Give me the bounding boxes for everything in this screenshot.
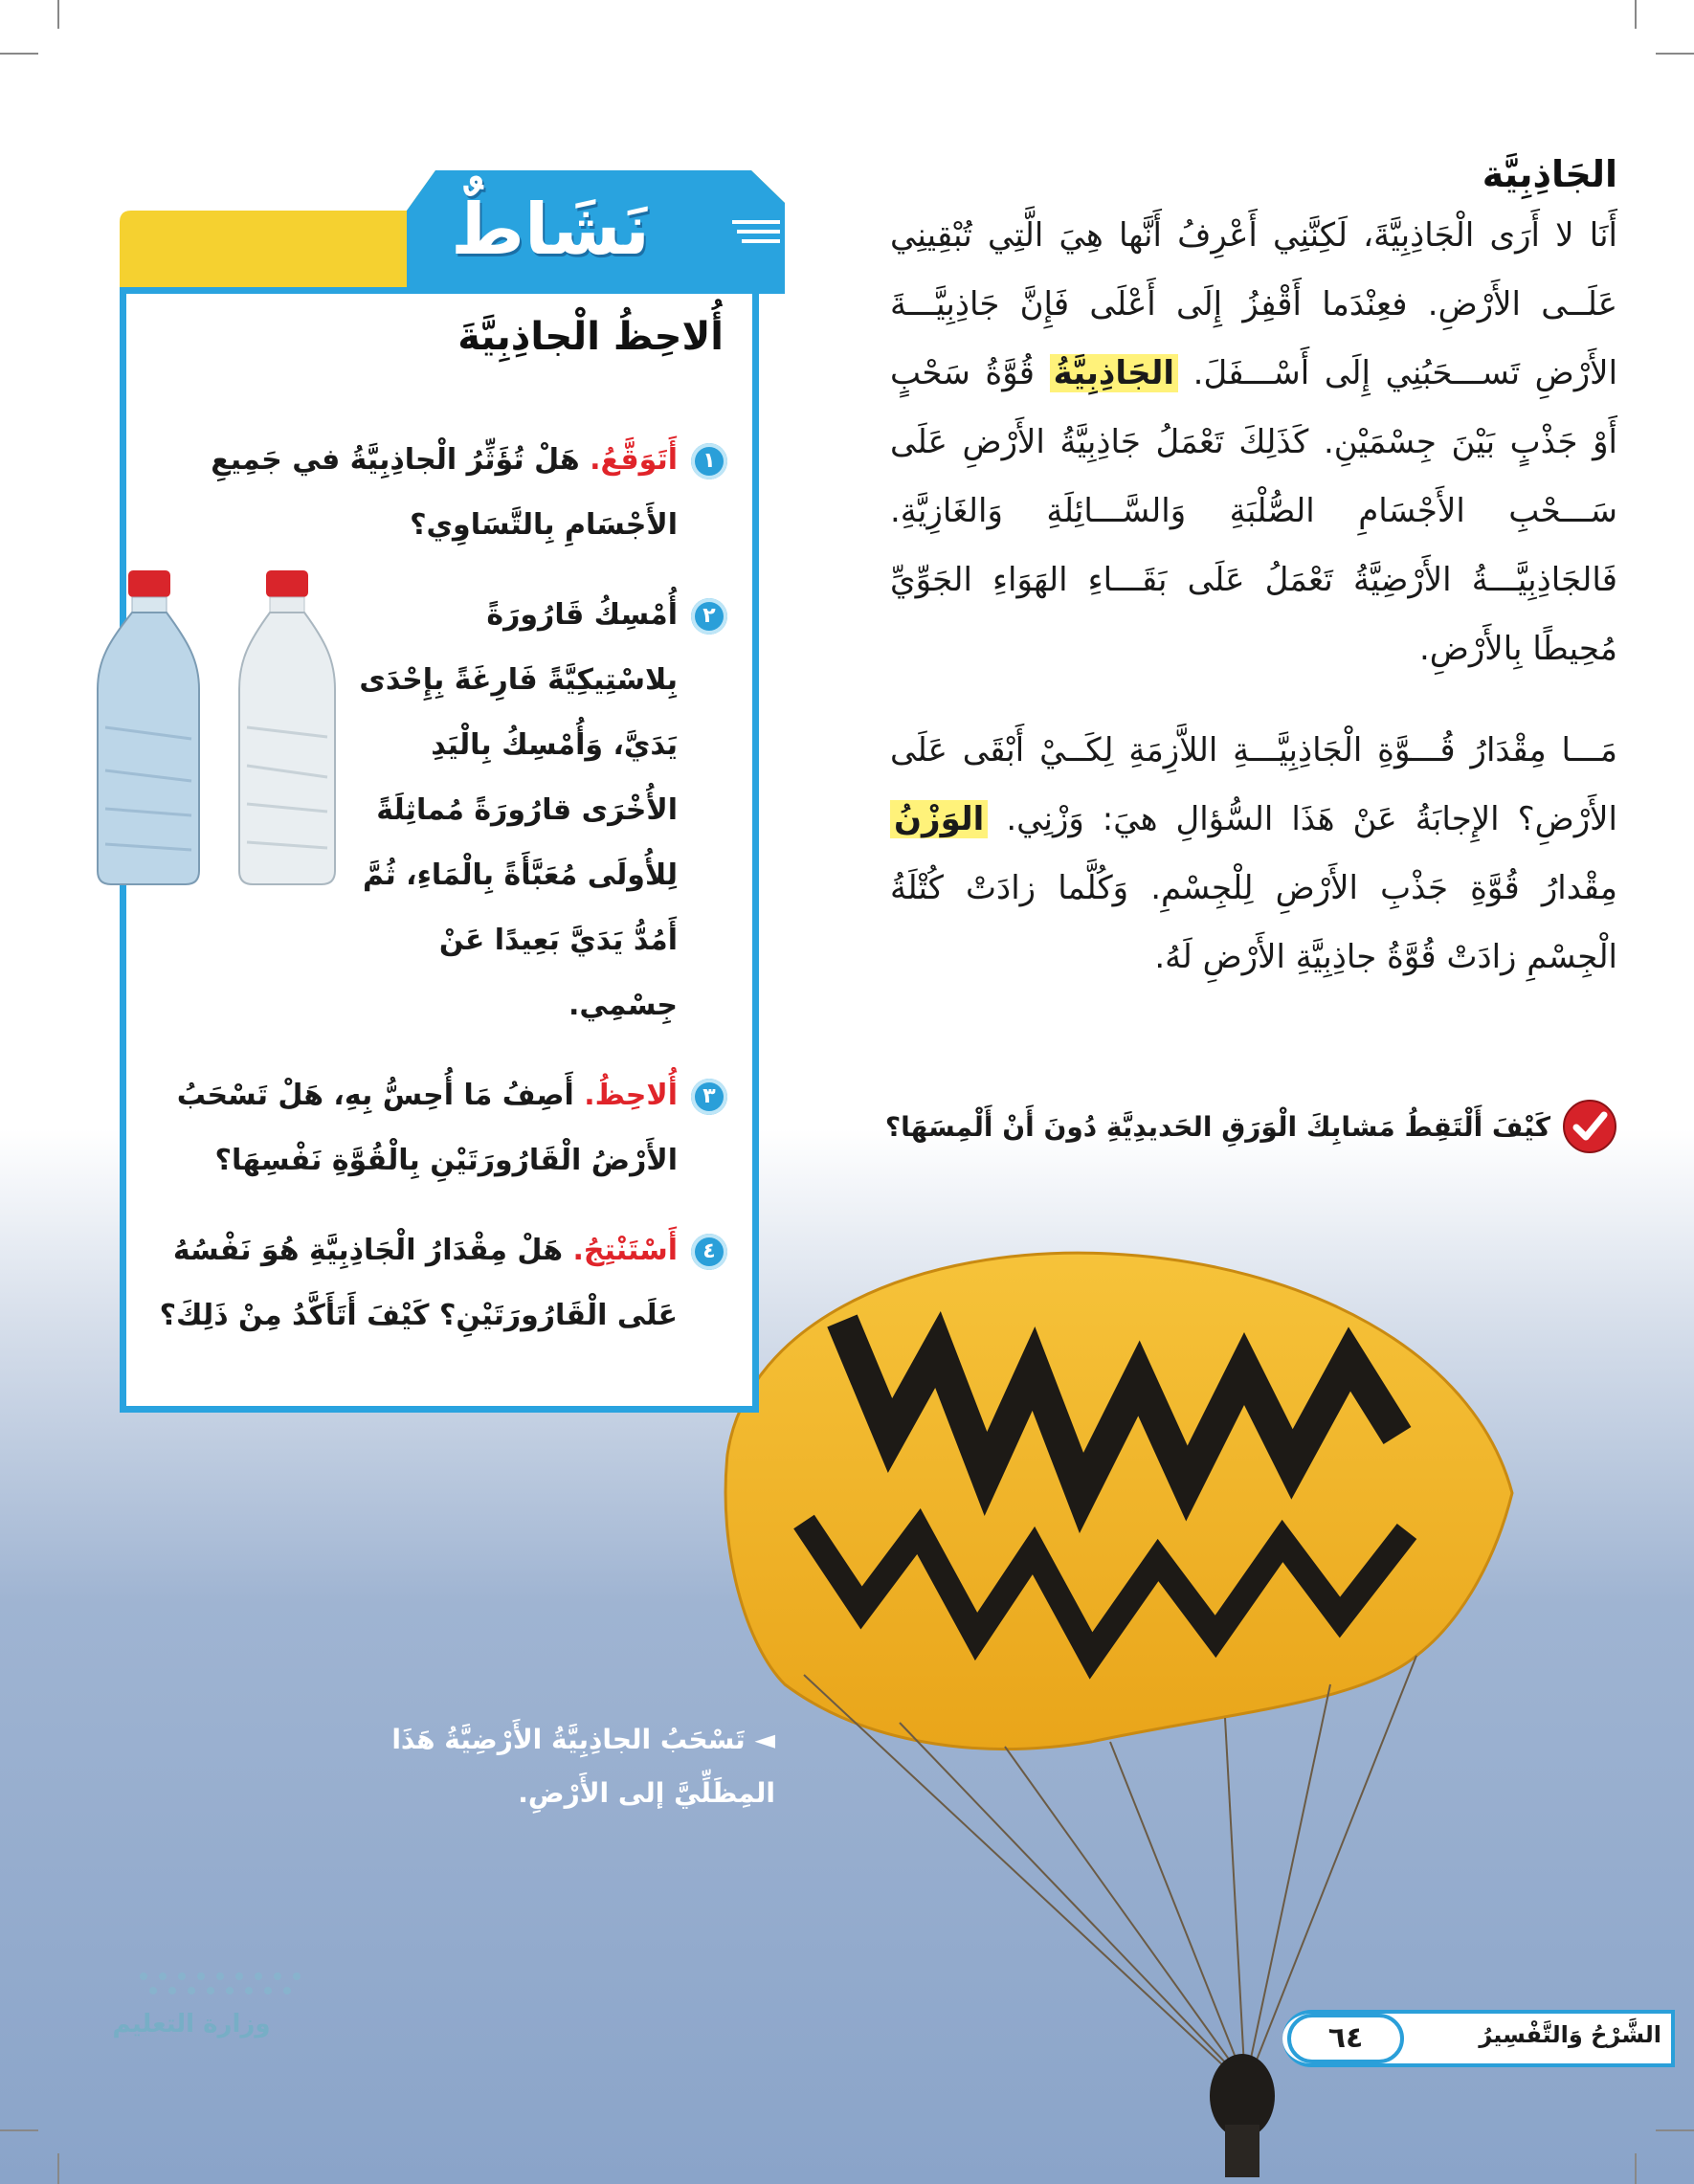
page-number: ٦٤: [1287, 2014, 1404, 2063]
activity-box: [120, 287, 759, 1413]
water-bottle-image: [86, 565, 211, 890]
crop-mark: [57, 2153, 59, 2184]
activity-step-1: [145, 428, 727, 558]
article-title: الجَاذِبِيَّة: [1482, 153, 1617, 195]
step-verb: أَسْتَنْتِجُ.: [572, 1234, 678, 1267]
crop-mark: [1656, 53, 1694, 55]
checkmark-icon: [1562, 1099, 1617, 1154]
caption-marker: ◄: [754, 1724, 775, 1755]
step-number: ٢: [691, 598, 727, 635]
article-paragraph-1: أَنَا لا أَرَى الْجَاذِبِيَّةَ، لَكِنَّنِي أَعْرِفُ أَنَّها هِيَ الَّتِي تُبْقِينِي عَلَــى الأَرْضِ. فعِنْدَما أَقْفِزُ إِلَى أَعْلَى فَإِنَّ جَاذِبِيَّـــةَ الأَرْضِ تَســـحَبُنِي إِلَى أَسْـــفَلَ. الجَاذِبِيَّةُ قُوَّةُ سَحْبٍ أَوْ جَذْبٍ بَيْنَ جِسْمَيْنِ. كَذَلِكَ تَعْمَلُ جَاذِبِيَّةُ الأَرْضِ عَلَى سَـــحْبِ الأَجْسَامِ الصُّلْبَةِ وَالسَّـــائِلَةِ وَالغَازِيَّةِ. فَالجَاذِبِيَّـــةُ الأَرْضِيَّةُ تَعْمَلُ عَلَى بَقَـــاءِ الهَوَاءِ الجَوِّيِّ مُحِيطًا بِالأَرْضِ.: [890, 216, 1618, 668]
empty-bottle-image: [230, 565, 345, 890]
activity-step-3: [145, 1063, 727, 1193]
step-number: ١: [691, 443, 727, 479]
crop-mark: [0, 53, 38, 55]
activity-step-2: [352, 583, 727, 1038]
step-number: ٤: [691, 1234, 727, 1270]
crop-mark: [0, 2129, 38, 2131]
step-verb: أُلاحِظُ.: [584, 1079, 678, 1112]
crop-mark: [1656, 2129, 1694, 2131]
gravity-article: [890, 153, 1617, 992]
parachute-caption: ◄ تَسْحَبُ الجاذِبِيَّةُ الأَرْضِيَّةُ هَذَا المِظَلِّيَّ إلى الأَرْضِ.: [391, 1724, 775, 1809]
check-question-text: كَيْفَ أَلْتَقِطُ مَشابِكَ الْوَرَقِ الحَديدِيَّةِ دُونَ أَنْ أَلْمِسَهَا؟: [884, 1110, 1550, 1143]
activity-step-4: [145, 1218, 727, 1348]
step-verb: أَتَوَقَّعُ.: [590, 443, 678, 477]
highlight-term-weight: الوَزْنُ: [890, 800, 988, 838]
article-paragraph-2: مَـــا مِقْدَارُ قُـــوَّةِ الْجَاذِبِيَّـــةِ اللاَّزِمَةِ لِكَــيْ أَبْقَى عَلَى الأَرْضِ؟ الإِجابَةُ عَنْ هَذَا السُّؤالِ هيَ: وَزْنِي. الوَزْنُ مِقْدارُ قُوَّةِ جَذْبِ الأَرْضِ لِلْجِسْمِ. وَكُلَّما زادَتْ كُتْلَةُ الْجِسْمِ زادَتْ قُوَّةُ جاذِبِيَّةِ الأَرْضِ لَهُ.: [890, 731, 1617, 976]
activity-heading: أُلاحِظُ الْجاذِبِيَّةَ: [457, 315, 724, 359]
step-text: هَلْ مِقْدَارُ الْجَاذِبِيَّةِ هُوَ نَفْسُهُ عَلَى الْقَارُورَتَيْنِ؟ كَيْفَ أَتَأَكَّدُ مِنْ ذَلِكَ؟: [159, 1234, 678, 1332]
activity-label: نَشَاطٌ: [451, 189, 650, 271]
crop-mark: [57, 0, 59, 29]
step-text: أَصِفُ مَا أُحِسُّ بِهِ، هَلْ تَسْحَبُ الأَرْضُ الْقَارُورَتَيْنِ بِالْقُوَّةِ نَفْسِهَا؟: [176, 1079, 678, 1177]
ministry-text: وزارة التعليم: [112, 2010, 271, 2039]
highlight-term-gravity: الجَاذِبِيَّةُ: [1050, 354, 1178, 392]
step-number: ٣: [691, 1079, 727, 1115]
crop-mark: [1635, 2153, 1637, 2184]
crop-mark: [1635, 0, 1637, 29]
step-text: أُمْسِكُ قَارُورَةً بِلاسْتِيكِيَّةً فَارِغَةً بِإِحْدَى يَدَيَّ، وَأُمْسِكُ بِالْيَدِ الأُخْرَى قارُورَةً مُماثِلَةً لِلأُولَى مُعَبَّأَةً بِالْمَاءِ، ثُمَّ أَمُدُّ يَدَيَّ بَعِيدًا عَنْ جِسْمِي.: [359, 598, 678, 1022]
check-question: [852, 1099, 1617, 1154]
footer-section-label: الشَّرْحُ وَالتَّفْسِيرُ: [1479, 2021, 1661, 2048]
step-text: هَلْ تُؤَثِّرُ الْجاذِبِيَّةُ في جَمِيعِ الأَجْسَامِ بِالتَّسَاوِي؟: [211, 443, 678, 542]
